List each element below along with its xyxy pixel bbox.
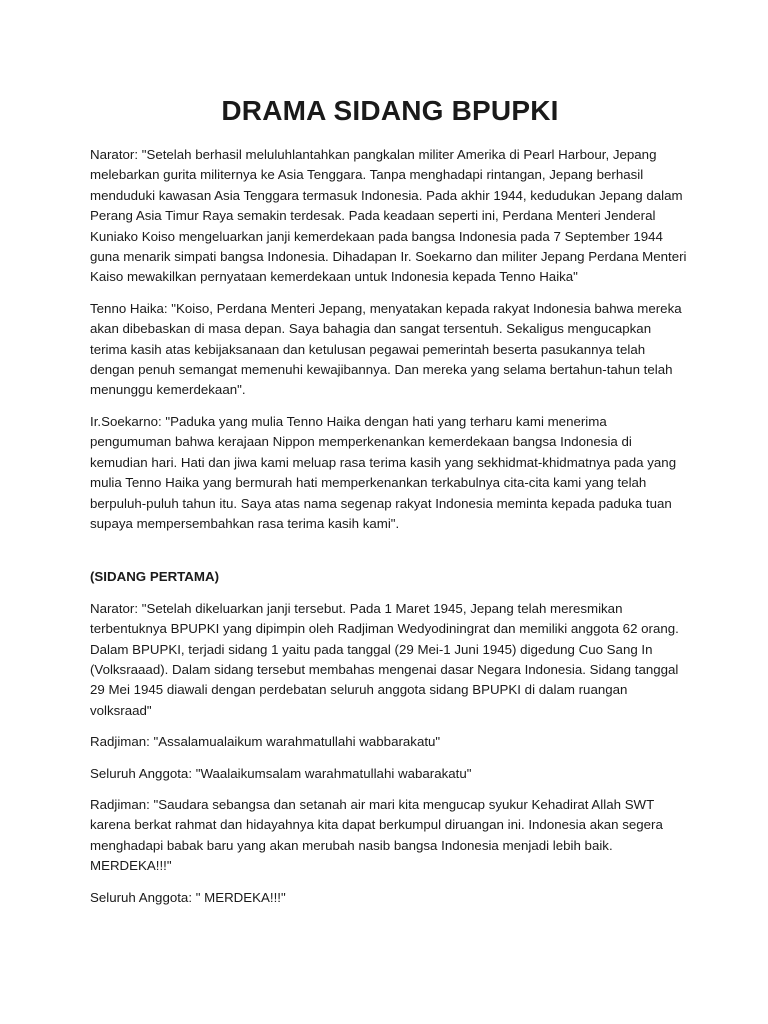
section-heading: (SIDANG PERTAMA)	[90, 569, 220, 585]
document-page	[90, 95, 690, 919]
paragraph-anggota-reply: Seluruh Anggota: "Waalaikumsalam warahmatullahi wabarakatu"	[90, 765, 472, 781]
paragraph-soekarno: Ir.Soekarno: "Paduka yang mulia Tenno Haika dengan hati yang terharu kami menerima pengumuman bahwa kerajaan Nippon memperkenankan kemerdekaan bangsa Indonesia di kemudian hari. Hati dan jiwa kami meluap rasa terima kasih yang sekhidmat-khidmatnya pada yang mulia Tenno Haika yang bermurah hati memperkenankan terkabulnya cita-cita kami yang telah berpuluh-puluh tahun itu. Saya atas nama segenap rakyat Indonesia meminta kepada paduka tuan supaya mempersembahkan rasa terima kasih kami".	[90, 413, 677, 531]
document-title: DRAMA SIDANG BPUPKI	[221, 95, 559, 126]
blank-line	[90, 545, 690, 567]
paragraph-radjiman-speech: Radjiman: "Saudara sebangsa dan setanah air mari kita mengucap syukur Kehadirat Allah SWT karena berkat rahmat dan hidayahnya kita dapat berkumpul diruangan ini. Indonesia akan segera menghadapi babak baru yang akan merubah nasib bangsa Indonesia menjadi lebih baik. MERDEKA!!!"	[90, 796, 663, 874]
paragraph-anggota-merdeka: Seluruh Anggota: " MERDEKA!!!"	[90, 889, 286, 905]
paragraph-radjiman-greeting: Radjiman: "Assalamualaikum warahmatullahi wabbarakatu"	[90, 734, 441, 750]
paragraph-narator-sidang: Narator: "Setelah dikeluarkan janji tersebut. Pada 1 Maret 1945, Jepang telah meresmikan terbentuknya BPUPKI yang dipimpin oleh Radjiman Wedyodiningrat dan memiliki anggota 62 orang. Dalam BPUPKI, terjadi sidang 1 yaitu pada tanggal (29 Mei-1 Juni 1945) digedung Cuo Sang In (Volksraaad). Dalam sidang tersebut membahas mengenai dasar Negara Indonesia. Sidang tanggal 29 Mei 1945 diawali dengan perdebatan seluruh anggota sidang BPUPKI di dalam ruangan volksraad"	[90, 600, 679, 718]
paragraph-tenno-haika: Tenno Haika: "Koiso, Perdana Menteri Jepang, menyatakan kepada rakyat Indonesia bahwa mereka akan dibebaskan di masa depan. Saya bahagia dan sangat tersentuh. Sekaligus mengucapkan terima kasih atas kebijaksanaan dan ketulusan pegawai pemerintah beserta pasukannya telah dengan penuh semangat memenuhi kewajibannya. Dan mereka yang selama bertahun-tahun telah menunggu kemerdekaan".	[90, 300, 682, 398]
paragraph-narator-intro: Narator: "Setelah berhasil meluluhlantahkan pangkalan militer Amerika di Pearl Harbour, Jepang melebarkan gurita militernya ke Asia Tenggara. Tanpa menghadapi rintangan, Jepang berhasil menduduki kawasan Asia Tenggara termasuk Indonesia. Pada akhir 1944, kedudukan Jepang dalam Perang Asia Timur Raya semakin terdesak. Pada keadaan seperti ini, Perdana Menteri Jenderal Kuniako Koiso mengeluarkan janji kemerdekaan pada bangsa Indonesia pada 7 September 1944 guna menarik simpati bangsa Indonesia. Dihadapan Ir. Soekarno dan militer Jepang Perdana Menteri Kaiso mewakilkan pernyataan kemerdekaan untuk Indonesia kepada Tenno Haika"	[90, 147, 687, 285]
